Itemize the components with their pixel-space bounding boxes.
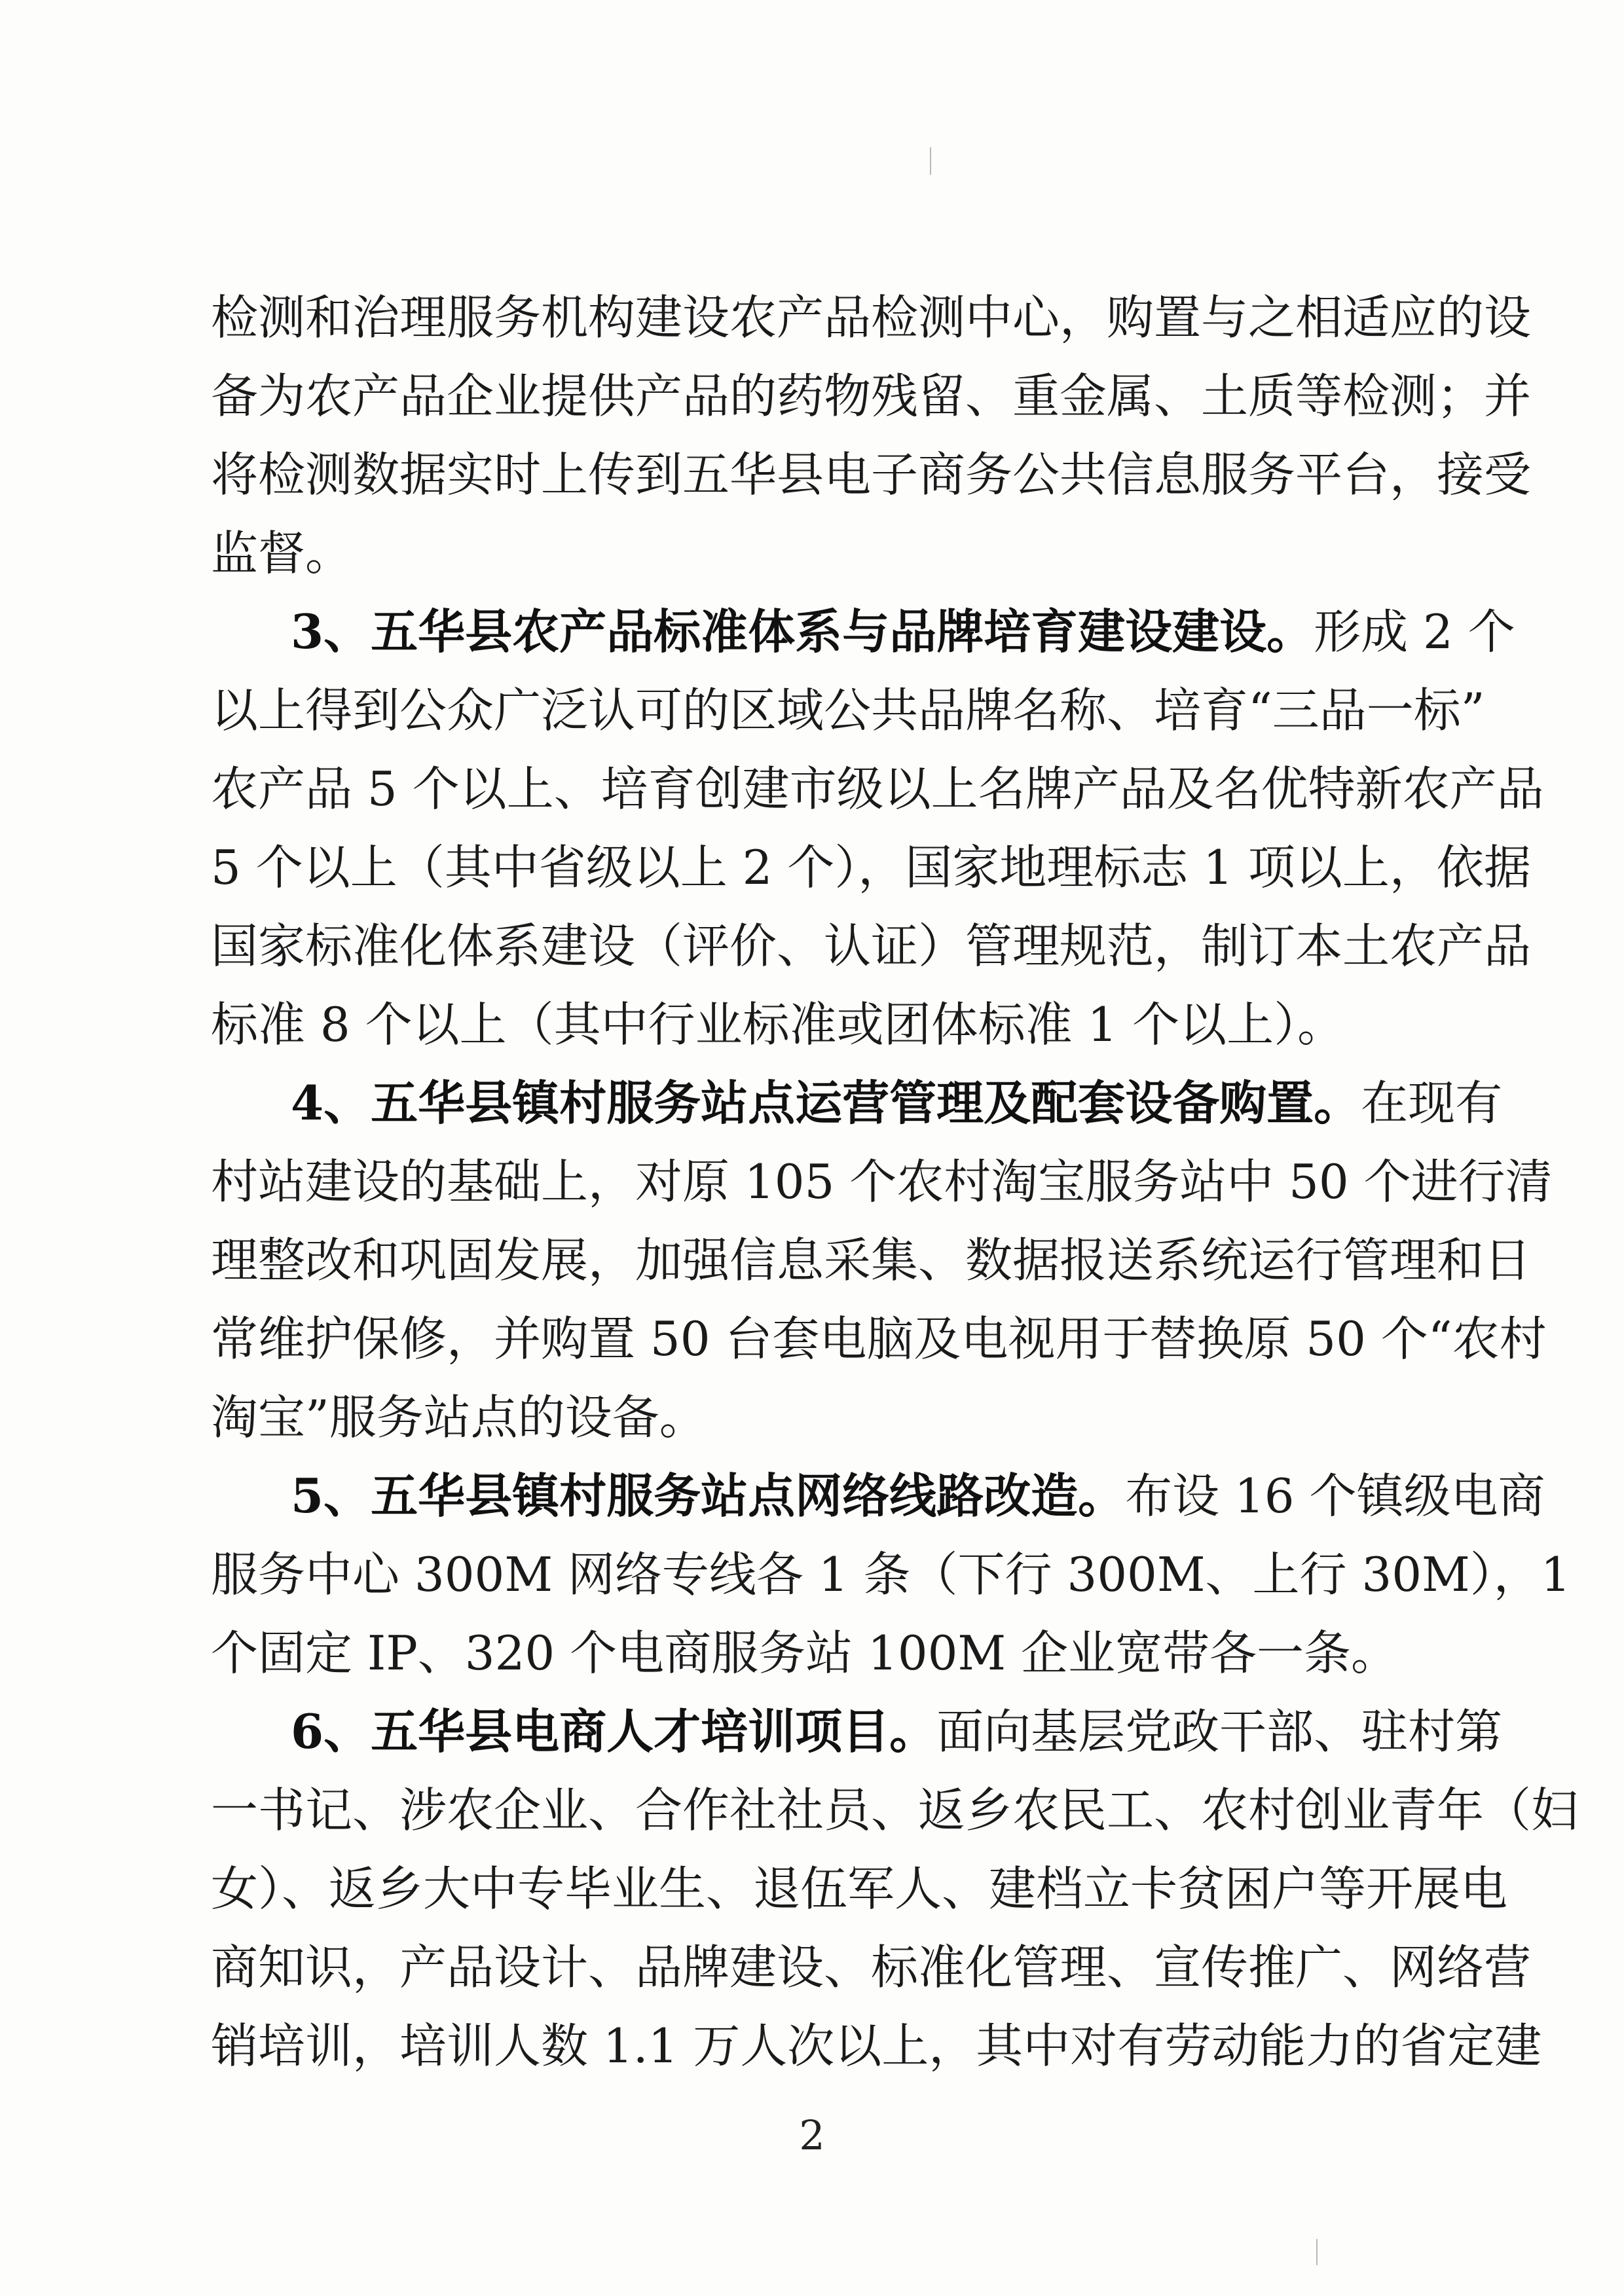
text-line [211, 750, 1544, 828]
text-line [211, 1928, 1532, 2007]
line-heading: 4、五华县镇村服务站点运营管理及配套设备购置。 [291, 1075, 1361, 1131]
line-body: 以上得到公众广泛认可的区域公共品牌名称、培育“三品一标” [211, 683, 1485, 738]
line-heading: 3、五华县农产品标准体系与品牌培育建设建设。 [291, 604, 1314, 659]
text-line [211, 435, 1532, 514]
text-line [211, 1614, 1416, 1692]
line-body: 服务中心 300M 网络专线各 1 条（下行 300M、上行 30M），1 [211, 1547, 1571, 1602]
text-line [211, 985, 1416, 1064]
line-body: 标准 8 个以上（其中行业标准或团体标准 1 个以上）。 [211, 997, 1345, 1052]
text-line [211, 671, 1485, 750]
section-heading-line [291, 1457, 1545, 1535]
scan-mark-top [930, 147, 931, 175]
line-heading: 5、五华县镇村服务站点网络线路改造。 [291, 1468, 1126, 1523]
text-line [211, 828, 1531, 907]
line-body: 监督。 [211, 526, 353, 581]
line-body: 布设 16 个镇级电商 [1125, 1468, 1545, 1523]
text-line [211, 1221, 1532, 1300]
line-body: 村站建设的基础上，对原 105 个农村淘宝服务站中 50 个进行清 [211, 1154, 1553, 1209]
line-body: 商知识，产品设计、品牌建设、标准化管理、宣传推广、网络营 [211, 1940, 1532, 1995]
line-body: 农产品 5 个以上、培育创建市级以上名牌产品及名优特新农产品 [211, 761, 1544, 816]
line-body: 女）、返乡大中专毕业生、退伍军人、建档立卡贫困户等开展电 [211, 1861, 1508, 1916]
text-line [211, 907, 1532, 985]
text-line [211, 1378, 1416, 1457]
line-body: 销培训，培训人数 1.1 万人次以上，其中对有劳动能力的省定建 [211, 2018, 1542, 2073]
line-heading: 6、五华县电商人才培训项目。 [291, 1704, 937, 1759]
line-body: 理整改和巩固发展，加强信息采集、数据报送系统运行管理和日 [211, 1233, 1532, 1288]
line-body: 个固定 IP、320 个电商服务站 100M 企业宽带各一条。 [211, 1626, 1399, 1681]
text-line [211, 1771, 1579, 1850]
scan-mark-bottom [1316, 2239, 1318, 2265]
text-line [211, 278, 1532, 357]
text-line [211, 1142, 1553, 1221]
page-number: 2 [799, 2111, 825, 2159]
section-heading-line [291, 1064, 1503, 1142]
text-line [211, 1300, 1547, 1378]
section-heading-line [291, 1692, 1503, 1771]
line-body: 常维护保修，并购置 50 台套电脑及电视用于替换原 50 个“农村 [211, 1311, 1547, 1366]
text-line [211, 2007, 1542, 2085]
line-body: 国家标准化体系建设（评价、认证）管理规范，制订本土农产品 [211, 919, 1532, 974]
text-line [211, 514, 1416, 592]
line-body: 一书记、涉农企业、合作社社员、返乡农民工、农村创业青年（妇 [211, 1783, 1579, 1838]
line-body: 淘宝”服务站点的设备。 [211, 1390, 707, 1445]
text-line [211, 1535, 1571, 1614]
line-body: 检测和治理服务机构建设农产品检测中心，购置与之相适应的设 [211, 290, 1532, 345]
line-body: 将检测数据实时上传到五华县电子商务公共信息服务平台，接受 [211, 447, 1532, 502]
line-body: 形成 2 个 [1314, 604, 1515, 659]
line-body: 备为农产品企业提供产品的药物残留、重金属、土质等检测；并 [211, 369, 1532, 424]
section-heading-line [291, 592, 1515, 671]
text-line [211, 1850, 1508, 1928]
line-body: 在现有 [1361, 1076, 1503, 1131]
line-body: 面向基层党政干部、驻村第 [936, 1704, 1503, 1759]
text-line [211, 357, 1532, 435]
line-body: 5 个以上（其中省级以上 2 个），国家地理标志 1 项以上，依据 [211, 840, 1531, 895]
